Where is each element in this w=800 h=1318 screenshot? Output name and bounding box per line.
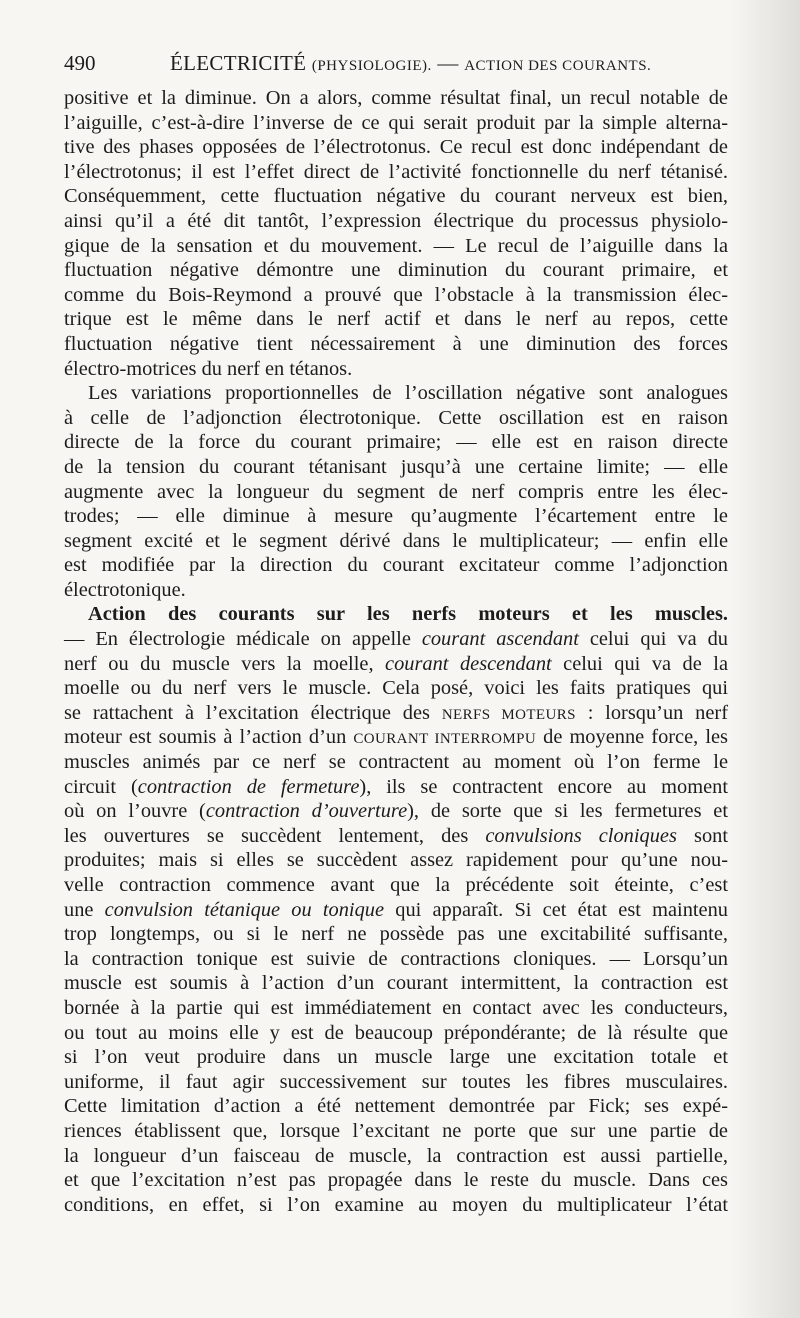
text-segment: velle contraction commence avant que la précédente soit éteinte, c’est <box>64 874 728 896</box>
text-segment: : lorsqu’un nerf <box>575 701 728 724</box>
page-number: 490 <box>64 51 96 75</box>
text-segment: ), de sorte que si les fermetures et <box>407 800 729 823</box>
text-line <box>64 922 728 947</box>
text-segment: une <box>64 898 105 921</box>
section-heading: Action des courants sur les nerfs moteurs et les muscles. <box>88 603 728 626</box>
text-segment: conditions, en effet, si l’on examine au moyen du multiplicateur l’état <box>64 1193 728 1216</box>
text-segment: bornée à la partie qui est immédiatement en contact avec les conducteurs, <box>64 996 728 1019</box>
text-line <box>64 824 728 849</box>
text-segment: positive et la diminue. On a alors, comme résultat final, un recul notable de <box>64 87 728 109</box>
text-line <box>64 307 728 332</box>
text-line <box>64 332 728 357</box>
text-line <box>64 381 728 406</box>
text-line <box>64 160 728 185</box>
text-segment: muscle est soumis à l’action d’un courant intermittent, la contraction est <box>64 972 728 995</box>
italic-term: courant ascendant <box>421 628 579 651</box>
text-line <box>64 1094 728 1119</box>
text-line <box>64 553 728 578</box>
text-segment: sont <box>676 824 728 847</box>
text-segment: celui qui va du <box>578 628 728 651</box>
text-line <box>64 406 728 431</box>
text-line <box>64 602 728 627</box>
text-line <box>64 848 728 873</box>
text-line <box>64 725 728 750</box>
text-segment: et que l’excitation n’est pas propagée dans le reste du muscle. Dans ces <box>64 1169 728 1192</box>
text-segment: produites; mais si elles se succèdent assez rapidement pour qu’une nou- <box>64 849 728 872</box>
text-line <box>64 873 728 898</box>
text-line <box>64 184 728 209</box>
text-segment: si l’on veut produire dans un muscle large une excitation totale et <box>64 1046 728 1069</box>
text-line <box>64 529 728 554</box>
text-line <box>64 504 728 529</box>
text-segment: augmente avec la longueur du segment de nerf compris entre les élec- <box>64 480 728 503</box>
text-line <box>64 258 728 283</box>
page-edge-shadow <box>730 0 800 1318</box>
text-line <box>64 430 728 455</box>
text-line <box>64 676 728 701</box>
text-line <box>64 578 728 603</box>
small-caps-term: COURANT INTERROMPU <box>353 731 537 748</box>
running-head-paren: (PHYSIOLOGIE). <box>311 58 432 74</box>
text-segment: où on l’ouvre ( <box>64 800 206 823</box>
text-line <box>64 996 728 1021</box>
text-line <box>64 357 728 382</box>
text-segment: celui qui va de la <box>551 652 728 675</box>
italic-term: contraction d’ouverture <box>205 800 408 823</box>
text-segment: muscles animés par ce nerf se contractent au moment où l’on ferme le <box>64 751 728 774</box>
text-line <box>64 283 728 308</box>
text-line <box>64 1021 728 1046</box>
text-segment: uniforme, il faut agir successivement sur toutes les fibres musculaires. <box>64 1070 728 1093</box>
text-segment: nerf ou du muscle vers la moelle, <box>64 652 386 675</box>
text-segment: fluctuation négative démontre une diminution du courant primaire, et <box>64 259 728 282</box>
text-line <box>64 701 728 726</box>
text-segment: Les variations proportionnelles de l’oscillation négative sont analogues <box>88 382 728 405</box>
running-head-main: ÉLECTRICITÉ <box>170 51 307 75</box>
italic-term: courant descendant <box>385 652 552 675</box>
text-line <box>64 455 728 480</box>
text-segment: ), ils se contractent encore au moment <box>359 775 729 798</box>
text-segment: ou tout au moins elle y est de beaucoup prépondérante; de là résulte que <box>64 1021 728 1044</box>
running-head-section: ACTION DES COURANTS. <box>464 58 652 74</box>
body-text <box>64 86 728 1217</box>
text-line <box>64 775 728 800</box>
text-segment: circuit ( <box>64 775 138 798</box>
italic-term: contraction de fermeture <box>137 775 360 798</box>
text-segment: qui apparaît. Si cet état est maintenu <box>384 898 729 921</box>
text-segment: riences établissent que, lorsque l’excitant ne porte que sur une partie de <box>64 1119 728 1142</box>
text-segment: électro-motrices du nerf en tétanos. <box>64 357 353 380</box>
running-head <box>170 48 651 81</box>
text-line <box>64 1168 728 1193</box>
page-header <box>64 48 728 78</box>
text-segment: à celle de l’adjonction électrotonique. Cette oscillation est en raison <box>64 406 728 429</box>
text-segment: moteur est soumis à l’action d’un <box>64 726 354 749</box>
text-segment: segment excité et le segment dérivé dans le multiplicateur; — enfin elle <box>64 529 728 552</box>
text-segment: se rattachent à l’excitation électrique des <box>64 701 442 724</box>
text-segment: l’électrotonus; il est l’effet direct de l’activité fonctionnelle du nerf tétanisé. <box>64 160 728 183</box>
text-segment: électrotonique. <box>64 578 186 601</box>
text-segment: trique est le même dans le nerf actif et dans le nerf au repos, cette <box>64 308 728 331</box>
text-segment: de la tension du courant tétanisant jusqu’à une certaine limite; — elle <box>64 455 728 478</box>
text-line <box>64 971 728 996</box>
text-line <box>64 1144 728 1169</box>
text-line <box>64 1119 728 1144</box>
text-segment: de moyenne force, les <box>536 726 728 749</box>
text-segment: tive des phases opposées de l’électrotonus. Ce recul est donc indépendant de <box>64 136 728 159</box>
text-line <box>64 234 728 259</box>
text-line <box>64 750 728 775</box>
text-line <box>64 799 728 824</box>
text-line <box>64 627 728 652</box>
text-line <box>64 86 728 111</box>
text-segment: les ouvertures se succèdent lentement, des <box>64 824 486 847</box>
text-line <box>64 480 728 505</box>
text-segment: l’aiguille, c’est-à-dire l’inverse de ce qui serait produit par la simple alterna- <box>64 111 728 134</box>
text-segment: Cette limitation d’action a été nettement demontrée par Fick; ses expé- <box>64 1095 728 1118</box>
text-segment: la contraction tonique est suivie de contractions cloniques. — Lorsqu’un <box>64 947 728 970</box>
text-segment: moelle ou du nerf vers le muscle. Cela posé, voici les faits pratiques qui <box>64 677 728 700</box>
text-segment: comme du Bois-Reymond a prouvé que l’obstacle à la transmission élec- <box>64 283 728 306</box>
running-head-dash: — <box>437 51 459 75</box>
italic-term: convulsions cloniques <box>485 824 677 847</box>
text-segment: — En électrologie médicale on appelle <box>64 628 422 651</box>
text-segment: la longueur d’un faisceau de muscle, la contraction est aussi partielle, <box>64 1144 728 1167</box>
text-segment: ainsi qu’il a été dit tantôt, l’expression électrique du processus physiolo- <box>64 209 728 232</box>
text-segment: fluctuation négative tient nécessairement à une diminution des forces <box>64 332 728 355</box>
text-segment: trop longtemps, ou si le nerf ne possède pas une excitabilité suffisante, <box>64 923 728 946</box>
text-line <box>64 898 728 923</box>
text-line <box>64 947 728 972</box>
text-line <box>64 1045 728 1070</box>
text-line <box>64 111 728 136</box>
italic-term: convulsion tétanique ou tonique <box>104 898 385 921</box>
text-segment: Conséquemment, cette fluctuation négative du courant nerveux est bien, <box>64 185 728 208</box>
text-segment: est modifiée par la direction du courant excitateur comme l’adjonction <box>64 554 728 577</box>
text-line <box>64 1070 728 1095</box>
text-segment: trodes; — elle diminue à mesure qu’augmente l’écartement entre le <box>64 505 728 528</box>
small-caps-term: NERFS MOTEURS <box>441 706 576 723</box>
text-line <box>64 1193 728 1218</box>
text-line <box>64 209 728 234</box>
text-line <box>64 135 728 160</box>
text-segment: gique de la sensation et du mouvement. — Le recul de l’aiguille dans la <box>64 234 728 257</box>
text-segment: directe de la force du courant primaire; — elle est en raison directe <box>64 431 728 454</box>
text-line <box>64 652 728 677</box>
